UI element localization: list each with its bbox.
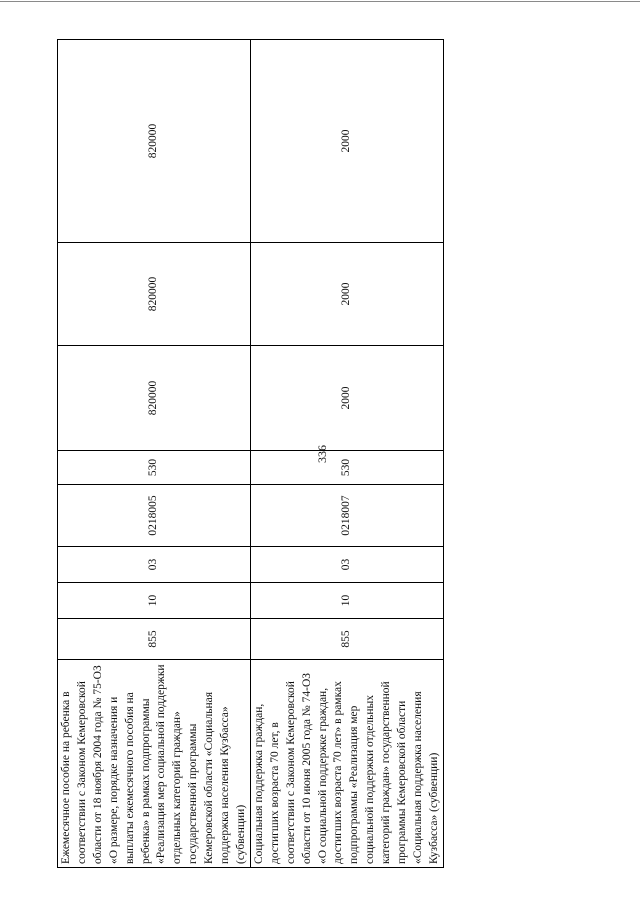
target-article-code: 0218007 — [250, 485, 443, 547]
subsection-code: 03 — [58, 547, 251, 583]
table-row — [250, 40, 443, 868]
amount-3: 820000 — [58, 40, 251, 243]
row-description: Социальная поддержка граждан, достигших возраста 70 лет, в соответствии с Законом Кемеровской области от 10 июня 2005 года № 74-ОЗ «О социальной поддержке граждан, достигших возраста 70 лет» в рамках подпрограммы «Реализация мер социальной поддержки отдельных категорий граждан» государственной программы Кемеровской области «Социальная поддержка населения Кузбасса» (субвенции) — [250, 660, 443, 868]
amount-1: 2000 — [250, 346, 443, 451]
table-row — [58, 40, 251, 868]
amount-3: 2000 — [250, 40, 443, 243]
ministry-code: 855 — [250, 619, 443, 660]
section-code: 10 — [250, 583, 443, 619]
subsection-code: 03 — [250, 547, 443, 583]
amount-2: 820000 — [58, 243, 251, 346]
page-number: 336 — [315, 445, 329, 463]
amount-1: 820000 — [58, 346, 251, 451]
target-article-code: 0218005 — [58, 485, 251, 547]
top-rule — [0, 1, 640, 2]
budget-table — [57, 39, 444, 868]
amount-2: 2000 — [250, 243, 443, 346]
expense-type-code: 530 — [250, 451, 443, 485]
row-description: Ежемесячное пособие на ребенка в соответствии с Законом Кемеровской области от 18 ноября 2004 года № 75-ОЗ «О размере, порядке назначения и выплаты ежемесячного пособия на ребенка» в рамках подпрограммы «Реализация мер социальной поддержки отдельных категорий граждан» государственной программы Кемеровской области «Социальная поддержка населения Кузбасса» (субвенции) — [58, 660, 251, 868]
section-code: 10 — [58, 583, 251, 619]
ministry-code: 855 — [58, 619, 251, 660]
expense-type-code: 530 — [58, 451, 251, 485]
